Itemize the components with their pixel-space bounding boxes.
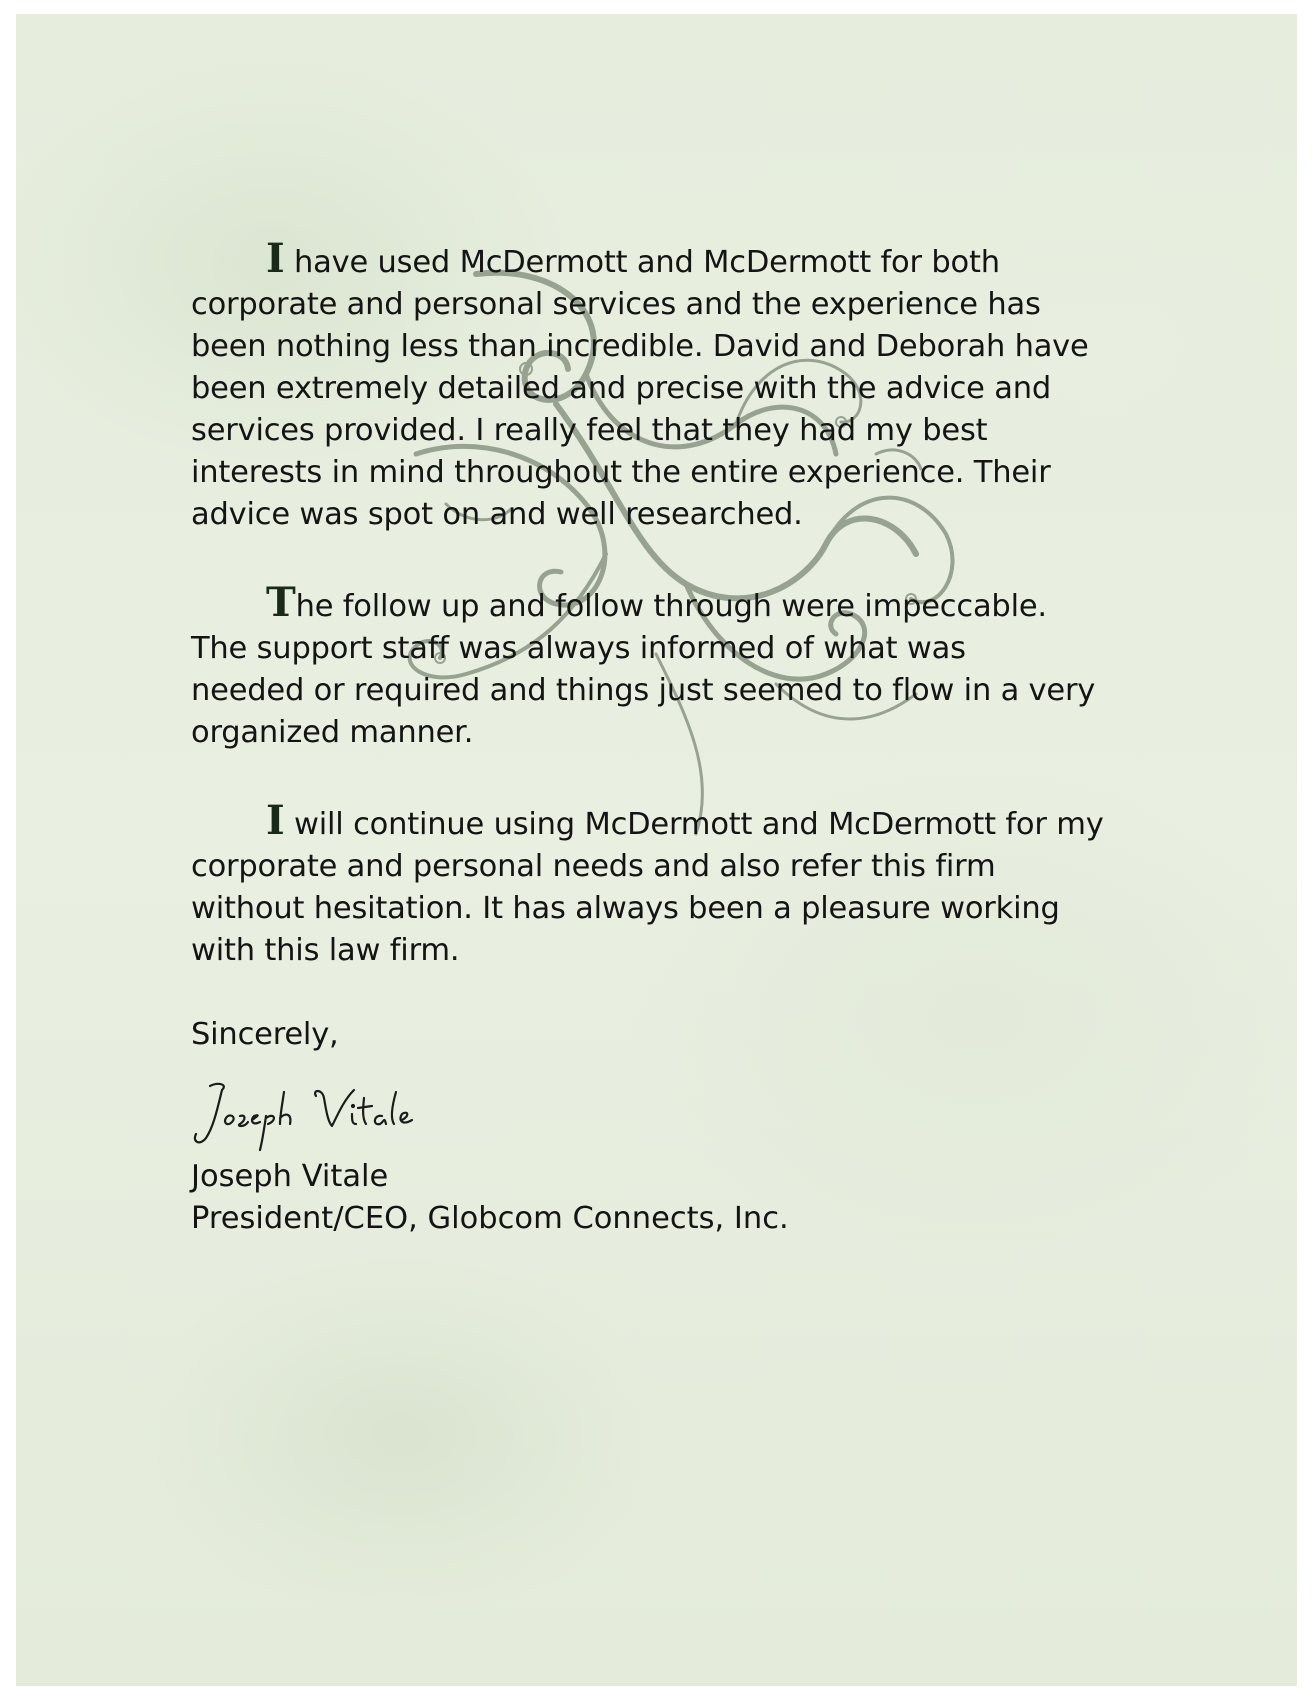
closing-salutation: Sincerely, xyxy=(191,1017,339,1052)
signature-block xyxy=(191,1156,789,1240)
paragraph-2 xyxy=(191,579,1131,754)
paragraph-line: advice was spot on and well researched. xyxy=(191,497,803,532)
paragraph-line: I will continue using McDermott and McDermott for my xyxy=(266,797,1104,844)
paragraph-line: without hesitation. It has always been a pleasure working xyxy=(191,891,1060,926)
paragraph-line: The support staff was always informed of what was xyxy=(191,631,966,666)
drop-cap: I xyxy=(266,235,285,282)
drop-cap: T xyxy=(266,579,296,626)
paragraph-line: The follow up and follow through were impeccable. xyxy=(266,579,1047,626)
paragraph-line: organized manner. xyxy=(191,715,474,750)
paragraph-line: corporate and personal services and the experience has xyxy=(191,287,1041,322)
signer-title: President/CEO, Globcom Connects, Inc. xyxy=(191,1201,789,1236)
paragraph-3 xyxy=(191,797,1131,972)
letter-body xyxy=(191,235,1131,1056)
paragraph-line: interests in mind throughout the entire experience. Their xyxy=(191,455,1051,490)
paragraph-line: needed or required and things just seemed to flow in a very xyxy=(191,673,1096,708)
paragraph-1 xyxy=(191,235,1131,536)
letter-page xyxy=(16,14,1297,1686)
paragraph-line: corporate and personal needs and also refer this firm xyxy=(191,849,996,884)
handwritten-signature xyxy=(188,1076,448,1156)
paragraph-line: been extremely detailed and precise with the advice and xyxy=(191,371,1052,406)
drop-cap: I xyxy=(266,797,285,844)
paragraph-line: been nothing less than incredible. David and Deborah have xyxy=(191,329,1089,364)
paragraph-line: I have used McDermott and McDermott for both xyxy=(266,235,1000,282)
paragraph-line: with this law firm. xyxy=(191,933,460,968)
signer-name: Joseph Vitale xyxy=(191,1159,389,1194)
paragraph-line: services provided. I really feel that they had my best xyxy=(191,413,988,448)
